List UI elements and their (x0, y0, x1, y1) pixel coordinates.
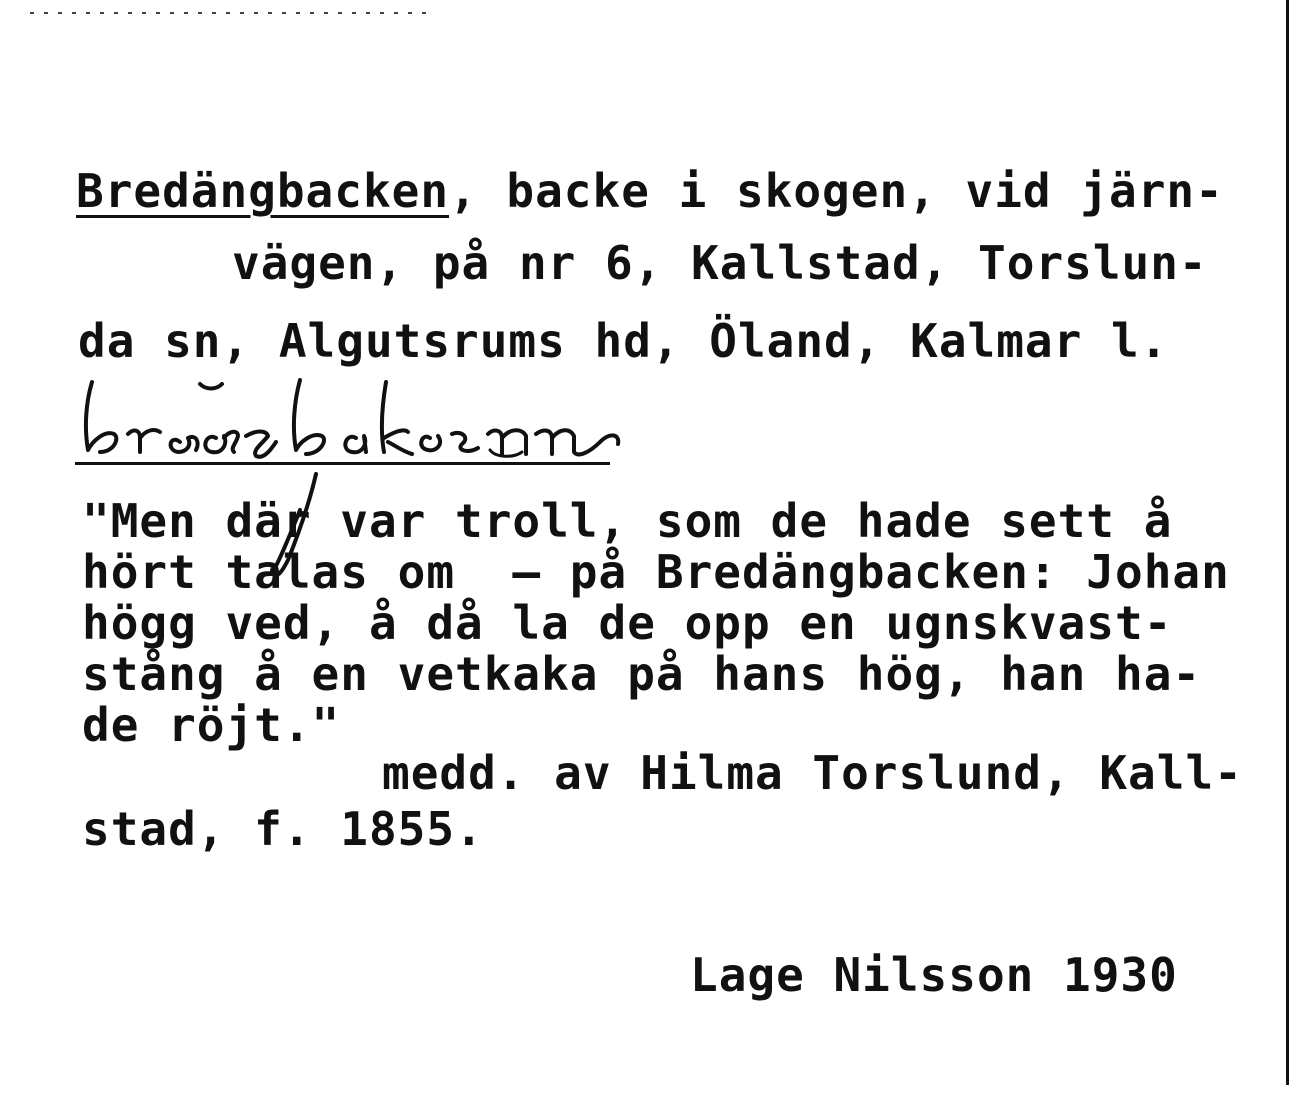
quote-line: högg ved, å då la de opp en ugnskvast- (82, 596, 1173, 650)
entry-line-1-rest: , backe i skogen, vid järn- (449, 164, 1224, 218)
informant-line-1: medd. av Hilma Torslund, Kall- (382, 746, 1243, 800)
quote-line: "Men där var troll, som de hade sett å (82, 494, 1173, 548)
quote-line: stång å en vetkaka på hans hög, han ha- (82, 647, 1202, 701)
phonetic-underline (75, 462, 610, 465)
collector-signature: Lage Nilsson 1930 (690, 948, 1178, 1002)
entry-line-3: da sn, Algutsrums hd, Öland, Kalmar l. (78, 314, 1169, 368)
headword: Bredängbacken (76, 164, 450, 218)
handwritten-phonetic (70, 372, 650, 472)
card-edge (1286, 0, 1289, 1085)
entry-line-2: vägen, på nr 6, Kallstad, Torslun- (232, 236, 1208, 290)
informant-line-2: stad, f. 1855. (82, 802, 484, 856)
quote-line: hört talas om – på Bredängbacken: Johan (82, 545, 1230, 599)
entry-line-1 (76, 164, 1224, 218)
quote-line: de röjt." (82, 698, 341, 752)
card-edge-top (30, 12, 430, 14)
